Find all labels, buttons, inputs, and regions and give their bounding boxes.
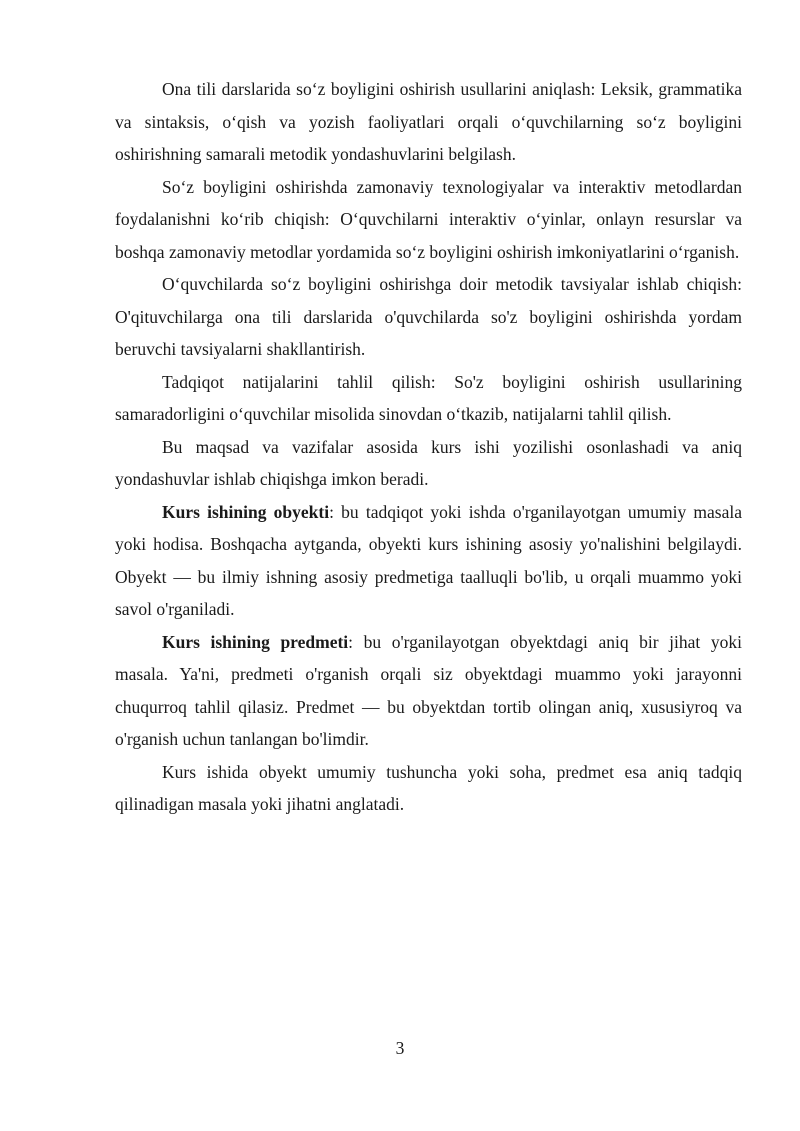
paragraph-text: Tadqiqot natijalarini tahlil qilish: So'z boyligini oshirish usullarining samaradorligini o‘quvchilar misolida sinovdan o‘tkazib, natijalarni tahlil qilish. — [115, 371, 742, 424]
paragraph-text: Ona tili darslarida so‘z boyligini oshirish usullarini aniqlash: Leksik, grammatika va sintaksis, o‘qish va yozish faoliyatlari orqali o‘quvchilarning so‘z boyligini oshirishning samarali metodik yondashuvlarini belgilash. — [115, 79, 742, 164]
paragraph-text: So‘z boyligini oshirishda zamonaviy texnologiyalar va interaktiv metodlardan foydalanishni ko‘rib chiqish: O‘quvchilarni interaktiv o‘yinlar, onlayn resurslar va boshqa zamonaviy metodlar yordamida so‘z boyligini oshirish imkoniyatlarini o‘rganish. — [115, 176, 742, 262]
paragraph-text: O‘quvchilarda so‘z boyligini oshirishga doir metodik tavsiyalar ishlab chiqish: O'qituvchilarga ona tili darslarida o'quvchilarda so'z boyligini oshirishda yordam beruvchi tavsiyalarni shakllantirish. — [115, 274, 742, 359]
paragraph-text: : bu o'rganilayotgan obyektdagi aniq bir jihat yoki masala. Ya'ni, predmeti o'rganish orqali siz obyektdagi muammo yoki jarayonni chuqurroq tahlil qilasiz. Predmet — bu obyektdan tortib olingan aniq, xususiyroq va o'rganish uchun tanlangan bo'limdir. — [115, 631, 742, 749]
paragraph-subject — [115, 626, 742, 756]
paragraph-conclusion — [115, 756, 742, 821]
term-object: Kurs ishining obyekti — [162, 501, 330, 522]
paragraph-text: Kurs ishida obyekt umumiy tushuncha yoki soha, predmet esa aniq tadqiq qilinadigan masala yoki jihatni anglatadi. — [115, 761, 742, 814]
paragraph-technologies — [115, 171, 742, 269]
page-number: 3 — [395, 1038, 405, 1058]
paragraph-recommendations — [115, 268, 742, 366]
paragraph-methods — [115, 73, 742, 171]
paragraph-text: Bu maqsad va vazifalar asosida kurs ishi yozilishi osonlashadi va aniq yondashuvlar ishlab chiqishga imkon beradi. — [115, 436, 742, 489]
paragraph-object — [115, 496, 742, 626]
page-body — [115, 73, 742, 821]
paragraph-analysis — [115, 366, 742, 431]
paragraph-goals — [115, 431, 742, 496]
paragraph-text: : bu tadqiqot yoki ishda o'rganilayotgan umumiy masala yoki hodisa. Boshqacha aytganda, obyekti kurs ishining asosiy yo'nalishini belgilaydi. Obyekt — bu ilmiy ishning asosiy predmetiga taalluqli bo'lib, u orqali muammo yoki savol o'rganiladi. — [115, 501, 742, 619]
term-subject: Kurs ishining predmeti — [162, 631, 349, 652]
